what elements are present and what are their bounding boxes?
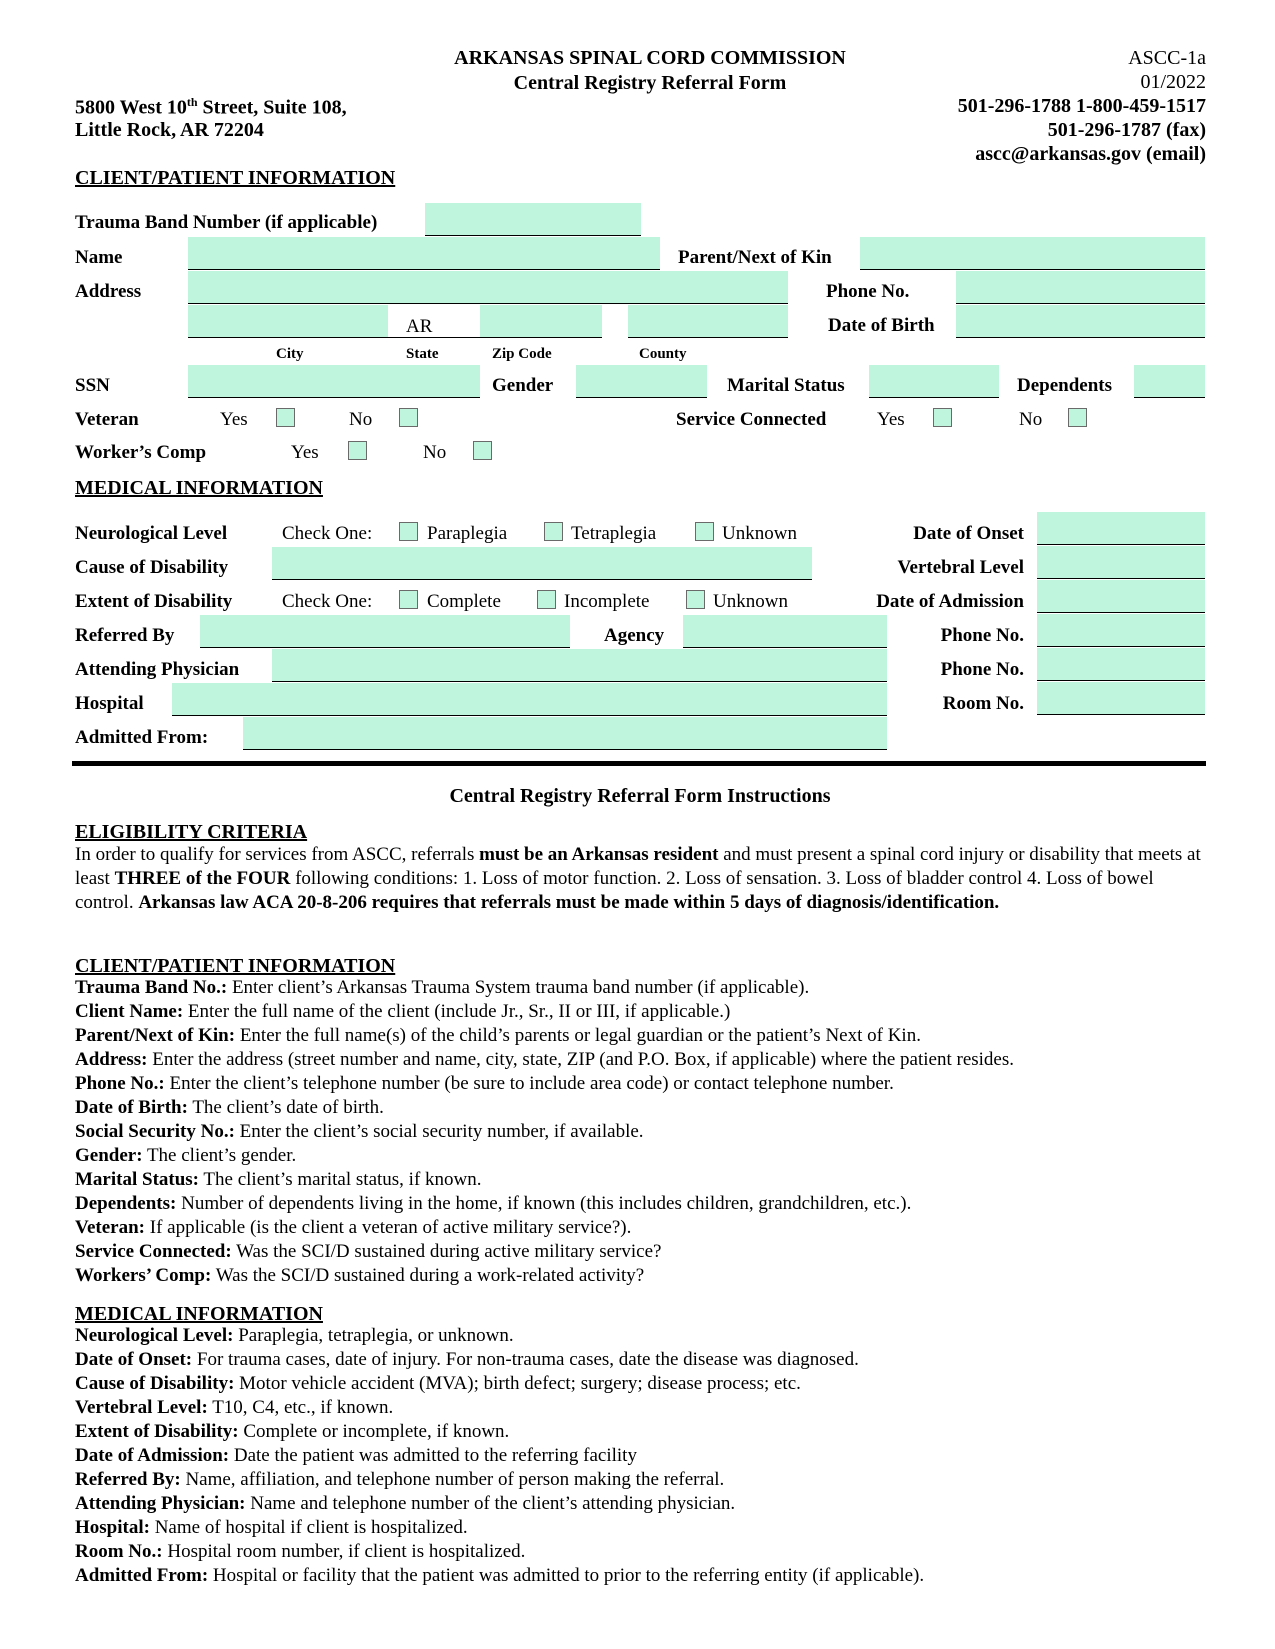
trauma-band-label: Trauma Band Number (if applicable) [75, 212, 378, 233]
phone-field[interactable] [956, 271, 1205, 304]
workers-comp-yes-label: Yes [291, 442, 319, 463]
organization-name: ARKANSAS SPINAL CORD COMMISSION [454, 47, 846, 69]
list-item: Address: Enter the address (street number and name, city, state, ZIP (and P.O. Box, if applicable) where the patient resides. [75, 1049, 1015, 1070]
room-field[interactable] [1037, 682, 1205, 715]
veteran-yes-label: Yes [220, 409, 248, 430]
physician-phone-field[interactable] [1037, 648, 1205, 681]
eligibility-paragraph [75, 843, 1205, 915]
elig-resident: must be an Arkansas resident [479, 844, 719, 865]
neuro-unknown-checkbox[interactable] [695, 522, 714, 541]
list-item: Neurological Level: Paraplegia, tetraplegia, or unknown. [75, 1325, 514, 1346]
date-admission-label: Date of Admission [876, 591, 1024, 612]
workers-comp-no-checkbox[interactable] [473, 441, 492, 460]
agency-field[interactable] [683, 615, 887, 648]
client-instructions-heading: CLIENT/PATIENT INFORMATION [75, 955, 396, 977]
list-item: Hospital: Name of hospital if client is hospitalized. [75, 1517, 468, 1538]
medical-instructions-list [75, 1324, 1215, 1588]
service-yes-label: Yes [877, 409, 905, 430]
complete-label: Complete [427, 591, 501, 612]
list-item: Extent of Disability: Complete or incomplete, if known. [75, 1421, 510, 1442]
list-item: Veteran: If applicable (is the client a veteran of active military service?). [75, 1217, 632, 1238]
list-item: Client Name: Enter the full name of the client (include Jr., Sr., II or III, if applicable.) [75, 1001, 731, 1022]
vertebral-label: Vertebral Level [897, 557, 1024, 578]
name-label: Name [75, 247, 123, 268]
physician-label: Attending Physician [75, 659, 240, 680]
list-item: Admitted From: Hospital or facility that the patient was admitted to prior to the referring entity (if applicable). [75, 1565, 925, 1586]
contact-phone: 501-296-1788 1-800-459-1517 [957, 95, 1206, 117]
paraplegia-checkbox[interactable] [399, 522, 418, 541]
hospital-field[interactable] [172, 683, 887, 716]
state-field[interactable] [388, 305, 480, 338]
state-caption: State [406, 346, 439, 362]
referrer-phone-label: Phone No. [940, 625, 1024, 646]
elig-conditions: following conditions: 1. Loss of motor function. 2. Loss of sensation. 3. Loss of bladder control 4. Loss of bowel control. [75, 868, 1154, 913]
veteran-label: Veteran [75, 409, 139, 430]
incomplete-checkbox[interactable] [537, 590, 556, 609]
list-item: Parent/Next of Kin: Enter the full name(s) of the child’s parents or legal guardian or the patient’s Next of Kin. [75, 1025, 921, 1046]
list-item: Phone No.: Enter the client’s telephone number (be sure to include area code) or contact telephone number. [75, 1073, 894, 1094]
county-caption: County [639, 346, 687, 362]
elig-law: Arkansas law ACA 20-8-206 requires that referrals must be made within 5 days of diagnosis/identification. [138, 892, 1000, 913]
service-yes-checkbox[interactable] [933, 408, 952, 427]
paraplegia-label: Paraplegia [427, 523, 508, 544]
address-ordinal: th [186, 95, 198, 109]
address-label: Address [75, 281, 142, 302]
list-item: Date of Birth: The client’s date of birth. [75, 1097, 384, 1118]
dob-field[interactable] [956, 305, 1205, 338]
elig-text-2: and must present a spinal cord injury or disability that meets at least [75, 844, 1201, 889]
name-field[interactable] [188, 237, 660, 270]
form-code: ASCC-1a [1128, 47, 1206, 69]
dob-label: Date of Birth [828, 315, 935, 336]
neuro-unknown-label: Unknown [722, 523, 797, 544]
elig-three-of-four: THREE of the FOUR [114, 868, 291, 889]
list-item: Service Connected: Was the SCI/D sustained during active military service? [75, 1241, 662, 1262]
elig-text-1: In order to qualify for services from ASCC, referrals [75, 844, 480, 865]
list-item: Date of Admission: Date the patient was admitted to the referring facility [75, 1445, 637, 1466]
physician-phone-label: Phone No. [940, 659, 1024, 680]
state-value: AR [406, 316, 433, 337]
parent-label: Parent/Next of Kin [678, 247, 832, 268]
parent-field[interactable] [860, 237, 1205, 270]
extent-label: Extent of Disability [75, 591, 233, 612]
list-item: Dependents: Number of dependents living in the home, if known (this includes children, grandchildren, etc.). [75, 1193, 912, 1214]
county-field[interactable] [628, 305, 788, 338]
address-line-1 [75, 96, 347, 118]
service-no-label: No [1019, 409, 1043, 430]
workers-comp-label: Worker’s Comp [75, 442, 207, 463]
section-divider [72, 761, 1206, 766]
list-item: Date of Onset: For trauma cases, date of injury. For non-trauma cases, date the disease was diagnosed. [75, 1349, 859, 1370]
referrer-phone-field[interactable] [1037, 614, 1205, 647]
complete-checkbox[interactable] [399, 590, 418, 609]
form-date: 01/2022 [1140, 71, 1206, 93]
gender-label: Gender [492, 375, 554, 396]
list-item: Workers’ Comp: Was the SCI/D sustained during a work-related activity? [75, 1265, 645, 1286]
list-item: Room No.: Hospital room number, if client is hospitalized. [75, 1541, 526, 1562]
cause-label: Cause of Disability [75, 557, 229, 578]
zip-field[interactable] [480, 305, 602, 338]
client-section-heading: CLIENT/PATIENT INFORMATION [75, 167, 396, 189]
admitted-from-field[interactable] [243, 717, 887, 750]
admitted-from-label: Admitted From: [75, 727, 209, 748]
list-item: Referred By: Name, affiliation, and telephone number of person making the referral. [75, 1469, 725, 1490]
extent-unknown-label: Unknown [713, 591, 788, 612]
list-item: Marital Status: The client’s marital status, if known. [75, 1169, 482, 1190]
dependents-label: Dependents [1017, 375, 1113, 396]
neuro-check-one: Check One: [282, 523, 373, 544]
referred-by-field[interactable] [200, 615, 570, 648]
list-item: Attending Physician: Name and telephone number of the client’s attending physician. [75, 1493, 736, 1514]
address-street: 5800 West 10 [75, 96, 187, 119]
city-caption: City [276, 346, 304, 362]
referred-by-label: Referred By [75, 625, 175, 646]
trauma-band-field[interactable] [425, 203, 641, 236]
workers-comp-no-label: No [423, 442, 447, 463]
eligibility-heading: ELIGIBILITY CRITERIA [75, 821, 308, 843]
gender-field[interactable] [576, 365, 707, 398]
veteran-no-checkbox[interactable] [399, 408, 418, 427]
hospital-label: Hospital [75, 693, 144, 714]
medical-section-heading: MEDICAL INFORMATION [75, 477, 323, 499]
instructions-title: Central Registry Referral Form Instructions [449, 785, 831, 807]
date-onset-label: Date of Onset [913, 523, 1024, 544]
vertebral-field[interactable] [1037, 546, 1205, 579]
physician-field[interactable] [272, 649, 887, 682]
medical-instructions-heading: MEDICAL INFORMATION [75, 1303, 323, 1325]
form-title: Central Registry Referral Form [513, 72, 787, 94]
date-onset-field[interactable] [1037, 512, 1205, 545]
veteran-yes-checkbox[interactable] [276, 408, 295, 427]
list-item: Trauma Band No.: Enter client’s Arkansas Trauma System trauma band number (if applicable). [75, 977, 810, 998]
client-instructions-list [75, 976, 1215, 1288]
contact-fax: 501-296-1787 (fax) [1047, 119, 1206, 141]
veteran-no-label: No [349, 409, 373, 430]
phone-label: Phone No. [826, 281, 910, 302]
ssn-label: SSN [75, 375, 110, 396]
tetraplegia-checkbox[interactable] [544, 522, 563, 541]
extent-unknown-checkbox[interactable] [686, 590, 705, 609]
dependents-field[interactable] [1134, 365, 1205, 398]
address-street-field[interactable] [188, 271, 788, 304]
marital-label: Marital Status [727, 375, 845, 396]
list-item: Vertebral Level: T10, C4, etc., if known. [75, 1397, 394, 1418]
incomplete-label: Incomplete [564, 591, 650, 612]
zip-caption: Zip Code [492, 346, 552, 362]
workers-comp-yes-checkbox[interactable] [348, 441, 367, 460]
list-item: Cause of Disability: Motor vehicle accident (MVA); birth defect; surgery; disease process; etc. [75, 1373, 801, 1394]
date-admission-field[interactable] [1037, 580, 1205, 613]
marital-field[interactable] [869, 365, 999, 398]
neuro-label: Neurological Level [75, 523, 228, 544]
address-line-2: Little Rock, AR 72204 [75, 119, 264, 141]
extent-check-one: Check One: [282, 591, 373, 612]
city-field[interactable] [188, 305, 388, 338]
service-connected-label: Service Connected [676, 409, 827, 430]
room-label: Room No. [942, 693, 1024, 714]
list-item: Social Security No.: Enter the client’s social security number, if available. [75, 1121, 644, 1142]
list-item: Gender: The client’s gender. [75, 1145, 297, 1166]
service-no-checkbox[interactable] [1068, 408, 1087, 427]
cause-field[interactable] [272, 547, 812, 580]
contact-email: ascc@arkansas.gov (email) [975, 143, 1206, 165]
ssn-field[interactable] [188, 365, 480, 398]
tetraplegia-label: Tetraplegia [571, 523, 657, 544]
agency-label: Agency [604, 625, 665, 646]
address-suite: Street, Suite 108, [197, 96, 347, 119]
